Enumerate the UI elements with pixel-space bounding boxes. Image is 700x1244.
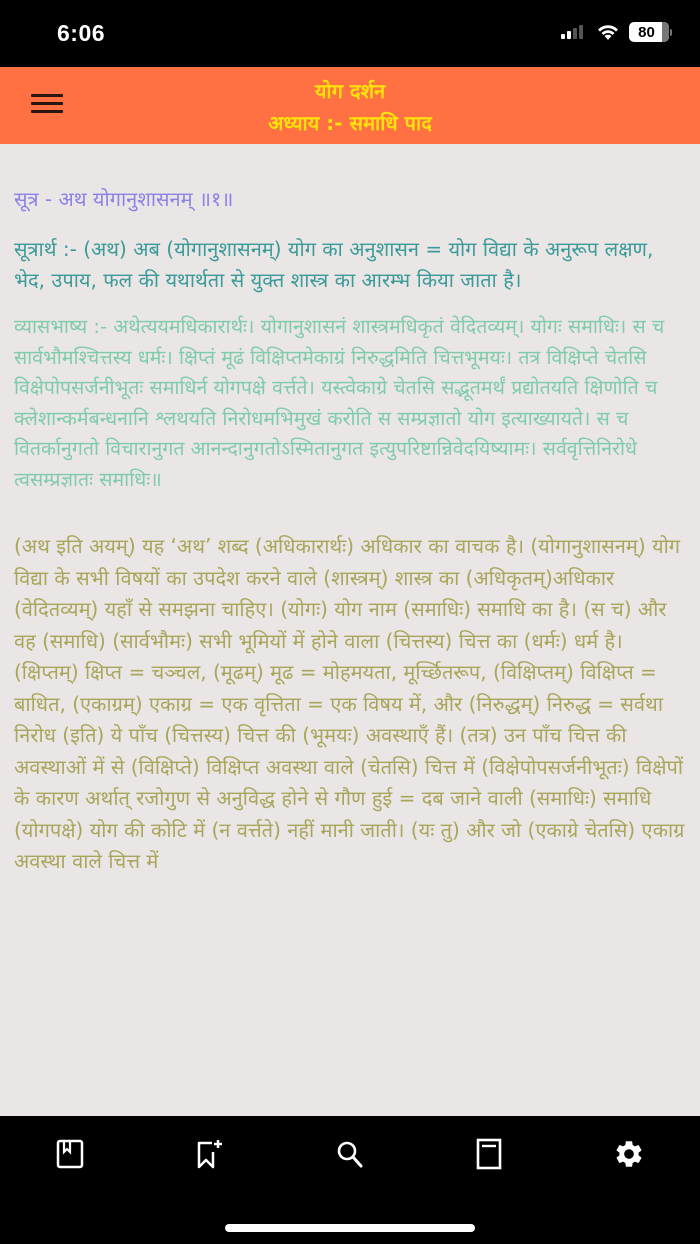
wifi-icon (595, 22, 621, 42)
search-icon[interactable] (330, 1134, 370, 1174)
book-bookmark-icon[interactable] (50, 1134, 90, 1174)
status-bar (0, 0, 700, 67)
battery-icon (629, 22, 672, 42)
header-subtitle: अध्याय :- समाधि पाद (268, 111, 432, 135)
cellular-signal-icon (561, 23, 587, 41)
battery-level: 80 (638, 23, 655, 41)
add-bookmark-icon[interactable] (190, 1134, 230, 1174)
vyasbhashya-text: व्यासभाष्य :- अथेत्ययमधिकारार्थः। योगानुशासनं शास्त्रमधिकृतं वेदितव्यम्। योगः समाधिः। स च सार्वभौमश्चित्तस्य धर्मः। क्षिप्तं मूढं विक्षिप्तमेकाग्रं निरुद्धमिति चित्तभूमयः। तत्र विक्षिप्ते चेतसि विक्षेपोपसर्जनीभूतः समाधिर्न योगपक्षे वर्त्तते। यस्त्वेकाग्रे चेतसि सद्भूतमर्थं प्रद्योतयति क्षिणोति च क्लेशान्कर्मबन्धनानि श्लथयति निरोधमभिमुखं करोति स सम्प्रज्ञातो योग इत्याख्यायते। स च वितर्कानुगतो विचारानुगत आनन्दानुगतोऽस्मितानुगत इत्युपरिष्टान्निवेदयिष्यामः। सर्ववृत्तिनिरोधे त्वसम्प्रज्ञातः समाधिः॥ (14, 315, 665, 491)
page-view-icon[interactable] (469, 1134, 509, 1174)
reading-content[interactable] (0, 144, 700, 1116)
home-indicator[interactable] (225, 1224, 475, 1232)
explanation-text: (अथ इति अयम्) यह ‘अथ’ शब्द (अधिकारार्थः) अधिकार का वाचक है। (योगानुशासनम्) योग विद्या के सभी विषयों का उपदेश करने वाले (शास्त्रम्) शास्त्र का (अधिकृतम्)अधिकार (वेदितव्यम्) यहाँ से समझना चाहिए। (योगः) योग नाम (समाधिः) समाधि का है। (स च) और वह (समाधि) (सार्वभौमः) सभी भूमियों में होने वाला (चित्तस्य) चित्त का (धर्मः) धर्म है। (क्षिप्तम्) क्षिप्त = चञ्चल, (मूढम्) मूढ = मोहमयता, मूर्च्छितरूप, (विक्षिप्तम्) विक्षिप्त = बाधित, (एकाग्रम्) एकाग्र = एक वृत्तिता = एक विषय में, और (निरुद्धम्) निरुद्ध = सर्वथा निरोध (इति) ये पाँच (चित्तस्य) चित्त की (भूमयः) अवस्थाएँ हैं। (तत्र) उन पाँच चित्त की अवस्थाओं में से (विक्षिप्ते) विक्षिप्त अवस्था वाले (चेतसि) चित्त में (विक्षेपोपसर्जनीभूतः) विक्षेपों के कारण अर्थात् रजोगुण से अनुविद्ध होने से गौण हुई = दब जाने वाली (समाधिः) समाधि (योगपक्षे) योग की कोटि में (न वर्त्तते) नहीं मानी जाती। (यः तु) और जो (एकाग्रे चेतसि) एकाग्र अवस्था वाले चित्त में (14, 534, 685, 873)
header-title: योग दर्शन (314, 79, 386, 103)
app-header (0, 67, 700, 144)
sutra-text: सूत्र - अथ योगानुशासनम् ॥१॥ (14, 187, 234, 211)
status-icons (561, 22, 672, 42)
status-time: 6:06 (57, 20, 106, 46)
sutrarth-text: सूत्रार्थ :- (अथ) अब (योगानुशासनम्) योग का अनुशासन = योग विद्या के अनुरूप लक्षण, भेद, उपाय, फल की यथार्थता से युक्त शास्त्र का आरम्भ किया जाता है। (14, 237, 654, 292)
settings-gear-icon[interactable] (609, 1134, 649, 1174)
